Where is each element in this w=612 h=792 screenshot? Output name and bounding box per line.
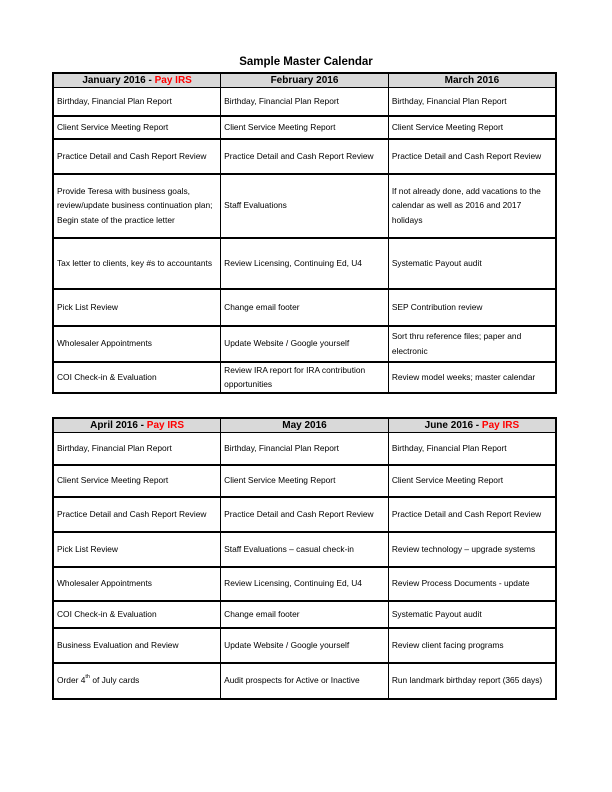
task-row xyxy=(53,362,556,393)
month-header: April 2016 - Pay IRS xyxy=(53,418,221,433)
pay-irs-note: Pay IRS xyxy=(154,74,192,86)
task-cell: Provide Teresa with business goals, review/update business continuation plan; Begin state of the practice letter xyxy=(53,174,221,238)
pay-irs-note: Pay IRS xyxy=(146,419,185,431)
task-cell: Tax letter to clients, key #s to accountants xyxy=(53,238,221,289)
task-row xyxy=(53,465,556,497)
task-cell: Birthday, Financial Plan Report xyxy=(388,88,556,116)
month-header: January 2016 - Pay IRS xyxy=(53,73,221,88)
task-cell: Run landmark birthday report (365 days) xyxy=(388,663,556,699)
task-cell: Review IRA report for IRA contribution opportunities xyxy=(221,362,389,393)
task-cell: SEP Contribution review xyxy=(388,289,556,326)
task-row xyxy=(53,326,556,362)
task-cell: Update Website / Google yourself xyxy=(221,326,389,362)
month-header-row xyxy=(53,418,556,433)
task-cell: COI Check-in & Evaluation xyxy=(53,601,221,628)
task-cell: Birthday, Financial Plan Report xyxy=(53,433,221,465)
month-header: June 2016 - Pay IRS xyxy=(388,418,556,433)
task-row xyxy=(53,497,556,532)
pay-irs-note: Pay IRS xyxy=(481,419,520,431)
task-cell: Practice Detail and Cash Report Review xyxy=(221,497,389,532)
month-header-row xyxy=(53,73,556,88)
task-row xyxy=(53,663,556,699)
task-cell: Client Service Meeting Report xyxy=(221,116,389,139)
task-row xyxy=(53,628,556,663)
task-row xyxy=(53,567,556,601)
task-cell: Staff Evaluations – casual check-in xyxy=(221,532,389,567)
task-row xyxy=(53,601,556,628)
task-cell: Birthday, Financial Plan Report xyxy=(388,433,556,465)
calendar-table-q1 xyxy=(52,72,557,394)
task-cell: Wholesaler Appointments xyxy=(53,326,221,362)
task-cell: Systematic Payout audit xyxy=(388,601,556,628)
task-cell: Review Licensing, Continuing Ed, U4 xyxy=(221,238,389,289)
task-cell: Review Licensing, Continuing Ed, U4 xyxy=(221,567,389,601)
task-cell: Review client facing programs xyxy=(388,628,556,663)
task-cell: Review model weeks; master calendar xyxy=(388,362,556,393)
task-cell: Order 4th of July cards xyxy=(53,663,221,699)
month-header: May 2016 xyxy=(221,418,389,433)
task-cell: Practice Detail and Cash Report Review xyxy=(53,139,221,174)
task-cell: Practice Detail and Cash Report Review xyxy=(388,497,556,532)
task-cell: Birthday, Financial Plan Report xyxy=(53,88,221,116)
task-cell: Review technology – upgrade systems xyxy=(388,532,556,567)
ordinal-suffix: th xyxy=(85,674,90,681)
task-row xyxy=(53,139,556,174)
task-cell: Systematic Payout audit xyxy=(388,238,556,289)
task-cell: Business Evaluation and Review xyxy=(53,628,221,663)
task-cell: Practice Detail and Cash Report Review xyxy=(388,139,556,174)
task-row xyxy=(53,289,556,326)
task-cell: Client Service Meeting Report xyxy=(388,116,556,139)
task-cell: Client Service Meeting Report xyxy=(388,465,556,497)
task-cell: Update Website / Google yourself xyxy=(221,628,389,663)
task-cell: Pick List Review xyxy=(53,532,221,567)
task-cell: Review Process Documents - update xyxy=(388,567,556,601)
task-row xyxy=(53,433,556,465)
task-row xyxy=(53,88,556,116)
task-cell: Change email footer xyxy=(221,289,389,326)
task-cell: Client Service Meeting Report xyxy=(53,116,221,139)
task-cell: Client Service Meeting Report xyxy=(221,465,389,497)
task-row xyxy=(53,116,556,139)
task-cell: Staff Evaluations xyxy=(221,174,389,238)
task-cell: Pick List Review xyxy=(53,289,221,326)
task-row xyxy=(53,238,556,289)
calendar-table-q2 xyxy=(52,417,557,700)
month-header: February 2016 xyxy=(221,73,389,88)
task-cell: Birthday, Financial Plan Report xyxy=(221,433,389,465)
task-cell: If not already done, add vacations to the calendar as well as 2016 and 2017 holidays xyxy=(388,174,556,238)
task-cell: Birthday, Financial Plan Report xyxy=(221,88,389,116)
task-cell: Sort thru reference files; paper and electronic xyxy=(388,326,556,362)
task-cell: COI Check-in & Evaluation xyxy=(53,362,221,393)
task-cell: Practice Detail and Cash Report Review xyxy=(221,139,389,174)
task-cell: Change email footer xyxy=(221,601,389,628)
month-header: March 2016 xyxy=(388,73,556,88)
task-row xyxy=(53,532,556,567)
task-cell: Wholesaler Appointments xyxy=(53,567,221,601)
task-cell: Audit prospects for Active or Inactive xyxy=(221,663,389,699)
task-row xyxy=(53,174,556,238)
task-cell: Practice Detail and Cash Report Review xyxy=(53,497,221,532)
task-cell: Client Service Meeting Report xyxy=(53,465,221,497)
page-title: Sample Master Calendar xyxy=(239,56,373,68)
